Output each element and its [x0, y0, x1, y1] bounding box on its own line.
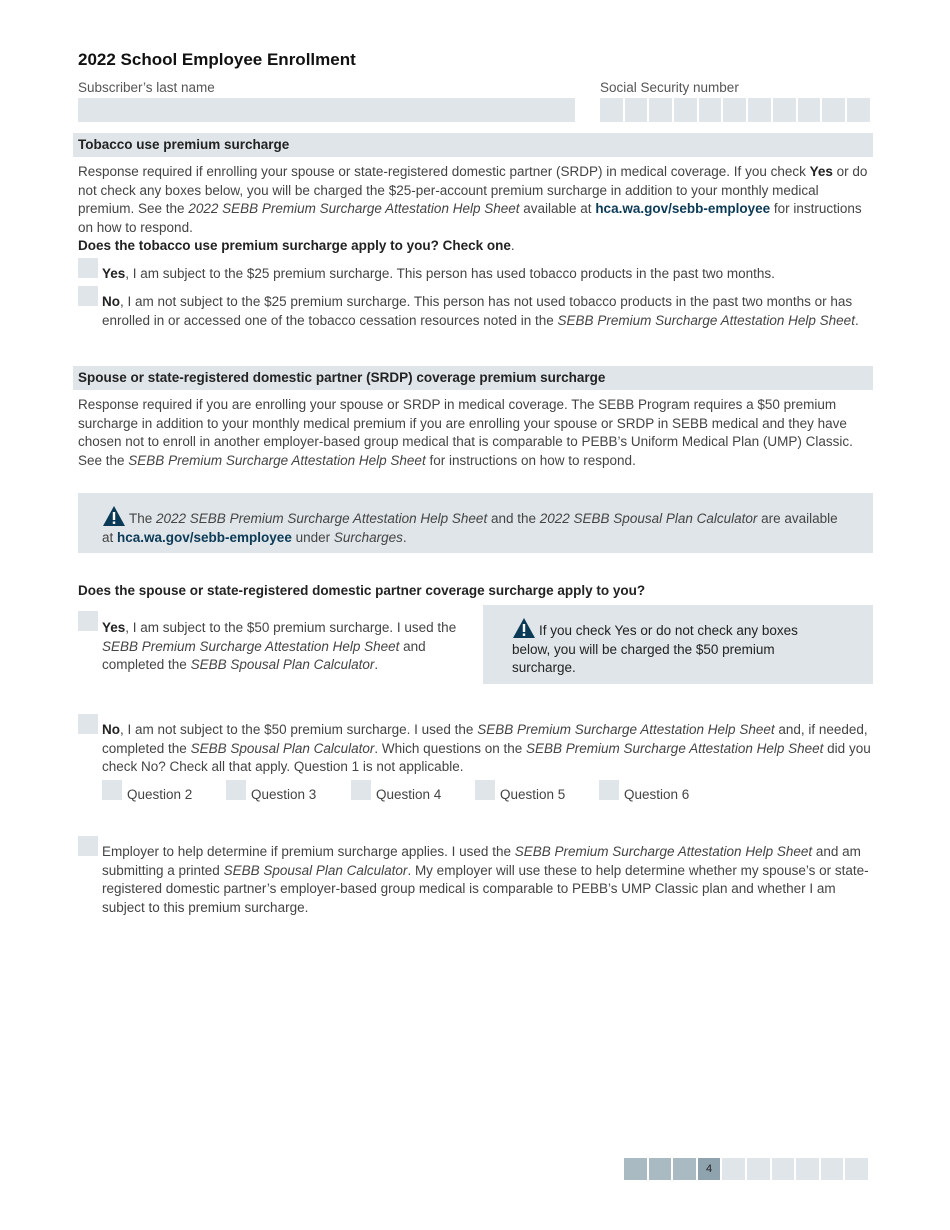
tobacco-yes-label: Yes, I am subject to the $25 premium surcharge. This person has used tobacco products in the past two months.: [102, 266, 775, 281]
ssn-digit-box[interactable]: [822, 98, 845, 122]
question-3-checkbox[interactable]: [226, 780, 246, 800]
question-4-checkbox[interactable]: [351, 780, 371, 800]
question-3-label: Question 3: [251, 787, 317, 802]
question-5-checkbox[interactable]: [475, 780, 495, 800]
last-name-input[interactable]: [78, 98, 575, 122]
question-2-checkbox[interactable]: [102, 780, 122, 800]
ssn-digit-box[interactable]: [798, 98, 821, 122]
page-indicator-cell: [772, 1158, 795, 1180]
page-indicator-cell: [796, 1158, 819, 1180]
question-5-label: Question 5: [500, 787, 566, 802]
ssn-digit-box[interactable]: [699, 98, 722, 122]
ssn-input[interactable]: [600, 98, 870, 122]
page-indicator-cell: [845, 1158, 868, 1180]
ssn-digit-box[interactable]: [847, 98, 870, 122]
ssn-digit-box[interactable]: [600, 98, 623, 122]
spouse-no-checkbox[interactable]: [78, 714, 98, 734]
spouse-section-heading: Spouse or state-registered domestic partner (SRDP) coverage premium surcharge: [73, 366, 873, 390]
form-title: 2022 School Employee Enrollment: [78, 50, 356, 69]
warning-icon: [512, 617, 536, 639]
question-4-label: Question 4: [376, 787, 442, 802]
tobacco-section-heading: Tobacco use premium surcharge: [73, 133, 873, 157]
question-6-checkbox[interactable]: [599, 780, 619, 800]
tobacco-intro: Response required if enrolling your spouse or state-registered domestic partner (SRDP) in medical coverage. If you check Yes or do not check any boxes below, you will be charged the $25-per-account premium surcharge in addition to your monthly medical premium. See the 2022 SEBB Premium Surcharge Attestation Help Sheet available at hca.wa.gov/sebb-employee for instructions on how to respond.: [78, 164, 868, 235]
spouse-yes-warning-text: If you check Yes or do not check any boxes below, you will be charged the $50 premium surcharge.: [512, 617, 832, 678]
tobacco-yes-checkbox[interactable]: [78, 258, 98, 278]
spouse-no-label: No, I am not subject to the $50 premium surcharge. I used the SEBB Premium Surcharge Attestation Help Sheet and, if needed, completed the SEBB Spousal Plan Calculator. Which questions on the SEBB Premium Surcharge Attestation Help Sheet did you check No? Check all that apply. Question 1 is not applicable.: [102, 722, 871, 774]
ssn-digit-box[interactable]: [649, 98, 672, 122]
resources-notice: [78, 493, 873, 553]
sebb-employee-link[interactable]: hca.wa.gov/sebb-employee: [117, 529, 292, 545]
ssn-label: Social Security number: [600, 80, 739, 95]
employer-determine-checkbox[interactable]: [78, 836, 98, 856]
employer-determine-label: Employer to help determine if premium surcharge applies. I used the SEBB Premium Surcharge Attestation Help Sheet and am submitting a printed SEBB Spousal Plan Calculator. My employer will use these to help determine whether my spouse’s or state-registered domestic partner’s employer-based group medical is comparable to PEBB’s UMP Classic plan and whether I am subject to this premium surcharge.: [102, 844, 869, 915]
tobacco-no-label: No, I am not subject to the $25 premium surcharge. This person has not used tobacco products in the past two months or has enrolled in or accessed one of the tobacco cessation resources noted in the SEBB Premium Surcharge Attestation Help Sheet.: [102, 294, 859, 328]
spouse-intro: Response required if you are enrolling your spouse or SRDP in medical coverage. The SEBB Program requires a $50 premium surcharge in addition to your monthly medical premium if you are enrolling your spouse or SRDP in SEBB medical and they have chosen not to enroll in another employer-based group medical that is comparable to PEBB’s Uniform Medical Plan (UMP) Classic. See the SEBB Premium Surcharge Attestation Help Sheet for instructions on how to respond.: [78, 397, 853, 468]
page-number: 4: [698, 1158, 721, 1180]
page-indicator-cell: [821, 1158, 844, 1180]
page-indicator-cell: [673, 1158, 696, 1180]
ssn-digit-box[interactable]: [723, 98, 746, 122]
spouse-yes-warning: [483, 605, 873, 684]
spouse-yes-label: Yes, I am subject to the $50 premium surcharge. I used the SEBB Premium Surcharge Attestation Help Sheet and completed the SEBB Spousal Plan Calculator.: [102, 620, 457, 672]
last-name-label: Subscriber’s last name: [78, 80, 215, 95]
ssn-digit-box[interactable]: [773, 98, 796, 122]
ssn-digit-box[interactable]: [674, 98, 697, 122]
spouse-question: Does the spouse or state-registered domestic partner coverage surcharge apply to you?: [78, 583, 646, 598]
question-6-label: Question 6: [624, 787, 690, 802]
question-2-label: Question 2: [127, 787, 193, 802]
resources-notice-text: The 2022 SEBB Premium Surcharge Attestation Help Sheet and the 2022 SEBB Spousal Plan Calculator are available at hca.wa.gov/sebb-employee under Surcharges.: [102, 505, 852, 547]
page-indicator-cell: [747, 1158, 770, 1180]
warning-icon: [102, 505, 126, 527]
page-indicator-cell: [624, 1158, 647, 1180]
tobacco-question: Does the tobacco use premium surcharge apply to you? Check one.: [78, 238, 515, 253]
ssn-digit-box[interactable]: [625, 98, 648, 122]
spouse-yes-checkbox[interactable]: [78, 611, 98, 631]
ssn-digit-box[interactable]: [748, 98, 771, 122]
sebb-employee-link[interactable]: hca.wa.gov/sebb-employee: [595, 201, 771, 216]
page-indicator-cell: [722, 1158, 745, 1180]
page-indicator-cell: [649, 1158, 672, 1180]
page-indicator: [624, 1158, 868, 1180]
tobacco-no-checkbox[interactable]: [78, 286, 98, 306]
